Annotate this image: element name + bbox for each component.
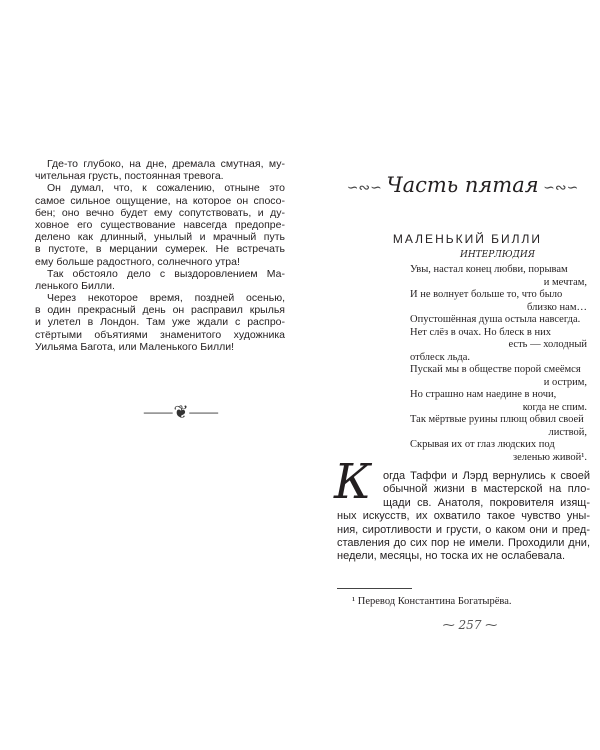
- text-line: Нет слёз в очах. Но блеск в них: [410, 326, 551, 338]
- text-line: делено как длинный, унылый и мрачный путь: [35, 231, 285, 244]
- footnote-rule: [337, 588, 412, 589]
- text-line: Пускай мы в обществе порой смеёмся: [410, 364, 581, 375]
- left-page-text: [35, 158, 285, 353]
- text-line: в пустоте, в мерцании сумерек. Не встречать: [35, 243, 285, 256]
- epigraph-label: ИНТЕРЛЮДИЯ: [459, 250, 535, 260]
- text-line: Скрывая их от глаз людских под: [410, 439, 555, 450]
- text-line: огда Таффи и Лэрд вернулись к своей: [383, 470, 590, 482]
- text-line: в один прекрасный день он расправил крылья: [35, 304, 285, 317]
- chapter-title: МАЛЕНЬКИЙ БИЛЛИ: [392, 232, 543, 246]
- text-line: и улетел в Лондон. Там уже ждали с распро-: [35, 316, 285, 329]
- drop-cap: К: [334, 454, 372, 510]
- text-line: ховное его существование навсегда предопре-: [35, 218, 285, 231]
- part-heading: [335, 172, 590, 201]
- text-line: Увы, настал конец любви, порывам: [410, 264, 568, 275]
- text-line: и мечтам,: [543, 276, 587, 288]
- text-line: щади св. Анатоля, покровителя изящ-: [383, 496, 590, 509]
- text-line: стёртыми объятиями знаменитого художника: [35, 328, 285, 341]
- text-line: обычной жизни в мастерской на пло-: [383, 483, 590, 496]
- swash-ornament-left-icon: ∽∾∽: [346, 180, 387, 196]
- text-line: ставления до сих пор не имели. Проходили дни,: [337, 536, 590, 549]
- fleuron-ornament-icon: ⸺❦⸺: [143, 402, 219, 423]
- page-number: ⁓ 257 ⁓: [442, 618, 498, 632]
- text-line: ленького Билли.: [35, 279, 115, 292]
- text-line: самое сильное ощущение, на которое он спосо-: [35, 194, 285, 207]
- text-line: ных искусств, их охватило такое чувство уны-: [337, 510, 590, 523]
- text-line: зеленью живой¹.: [513, 451, 587, 463]
- text-line: Так обстояло дело с выздоровлением Ма-: [47, 267, 285, 280]
- text-line: листвой,: [548, 426, 587, 438]
- text-line: отблеск льда.: [410, 351, 470, 363]
- text-line: Где-то глубоко, на дне, дремала смутная, му-: [47, 158, 285, 170]
- text-line: близко нам…: [527, 301, 587, 313]
- text-line: ему больше радостного, солнечного утра!: [35, 255, 240, 268]
- text-line: Уильяма Багота, или Маленького Билли!: [35, 340, 235, 353]
- text-line: И не волнует больше то, что было: [410, 289, 563, 300]
- text-line: Так мёртвые руины плющ обвил своей: [410, 414, 584, 425]
- text-line: чительная грусть, постоянная тревога.: [35, 170, 224, 183]
- text-line: недели, месяцы, но тоска их не ослабевала.: [337, 550, 566, 563]
- text-line: бен; оно вечно будет ему сопутствовать, и ду-: [35, 206, 285, 219]
- text-line: есть — холодный: [508, 339, 587, 350]
- text-line: Он думал, что, к сожалению, отныне это: [47, 182, 285, 195]
- footnote: ¹ Перевод Константина Богатырёва.: [352, 596, 512, 607]
- page-number-value: 257: [458, 618, 482, 632]
- swash-ornament-right-icon: ∽∾∽: [538, 180, 579, 196]
- text-line: когда не спим.: [522, 401, 587, 413]
- text-line: и острим,: [543, 376, 587, 388]
- text-line: Через некоторое время, поздней осенью,: [47, 292, 285, 305]
- text-line: Опустошённая душа остыла навсегда.: [410, 314, 581, 325]
- part-title: Часть пятая: [386, 173, 539, 197]
- text-line: ния, сиротливости и грусти, о каком они и пред-: [337, 523, 590, 536]
- poem: [410, 264, 587, 464]
- right-page-text: [337, 470, 590, 564]
- text-line: Но страшно нам наедине в ночи,: [410, 389, 557, 400]
